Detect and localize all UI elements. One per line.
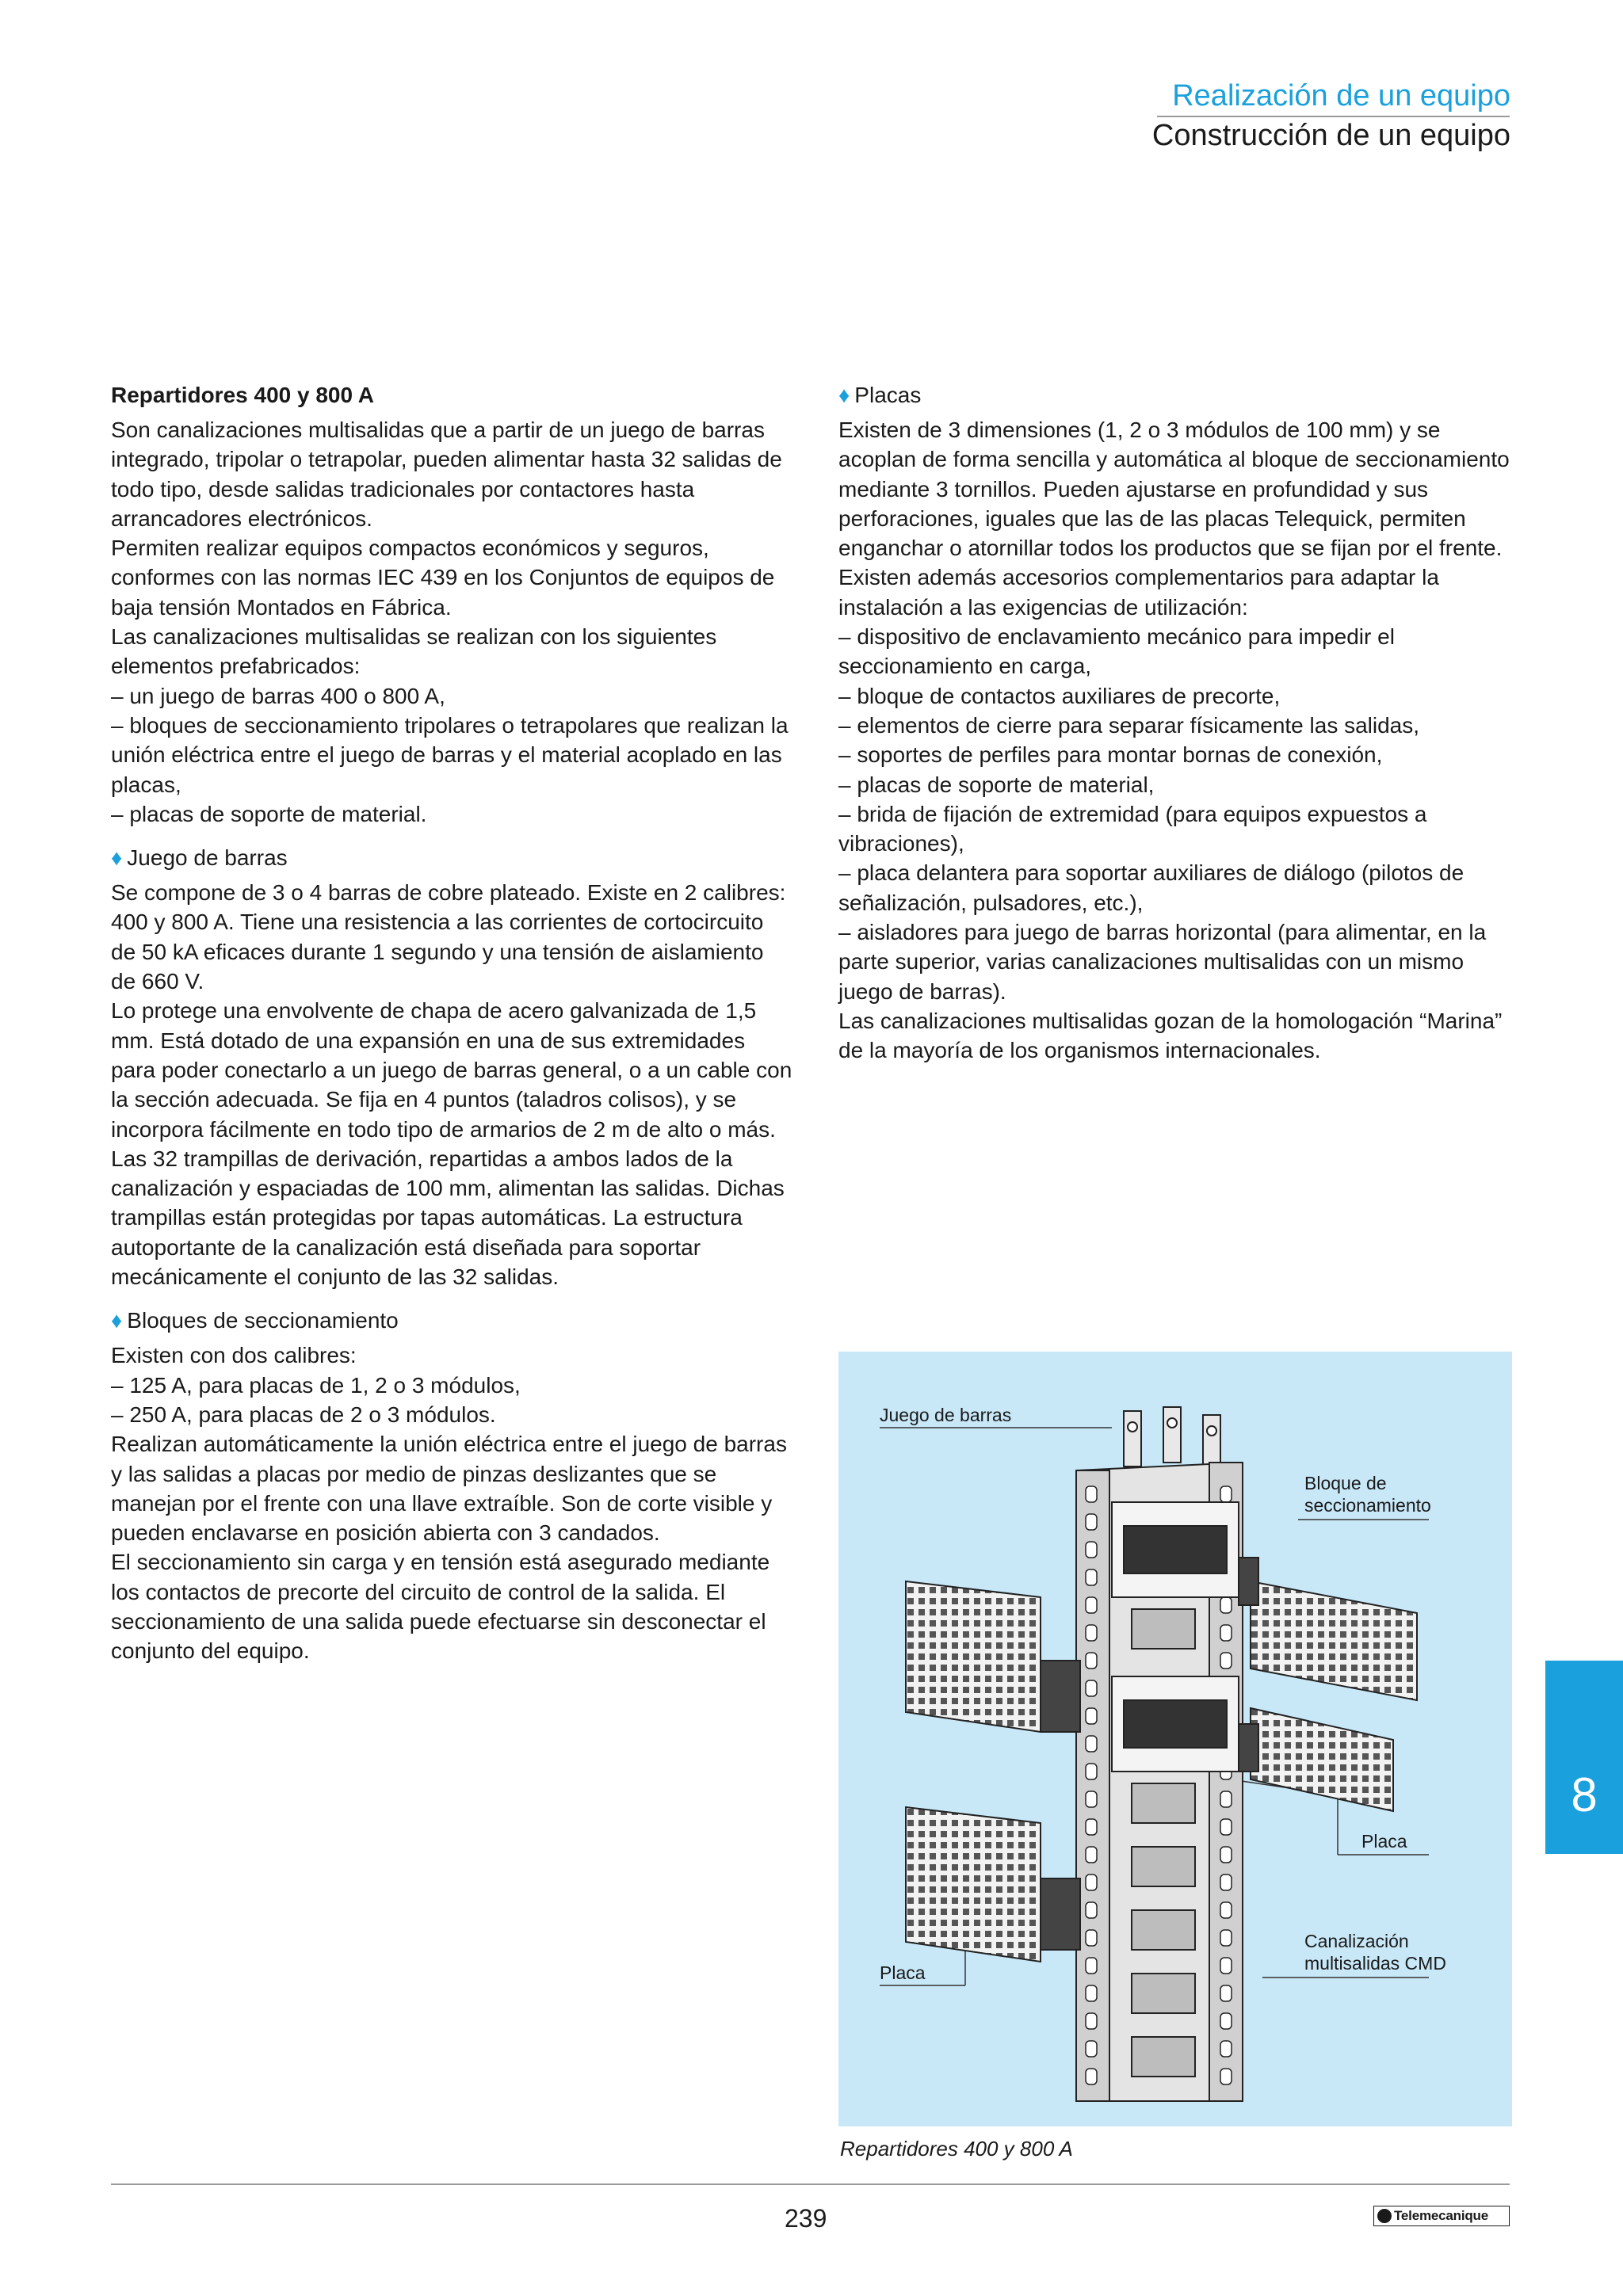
chapter-tab: [1545, 1661, 1623, 1854]
figure-label-juego: Juego de barras: [880, 1405, 1012, 1425]
figure-label-canalizacion: Canalización multisalidas CMD: [1304, 1931, 1446, 1974]
list-item: – placa delantera para soportar auxiliares de diálogo (pilotos de señalización, pulsadores, etc.),: [838, 860, 1465, 915]
section-body-placas: [838, 415, 1512, 1066]
paragraph: Existen de 3 dimensiones (1, 2 o 3 módulos de 100 mm) y se acoplan de forma sencilla y automática al bloque de seccionamiento mediante 3 tornillos. Pueden ajustarse en profundidad y sus perforaciones, iguales que las de las placas Telequick, permiten enganchar o atornillar todos los productos que se fijan por el frente.: [838, 418, 1510, 561]
footer-divider: [111, 2183, 1510, 2185]
brand-logo-icon: [1377, 2209, 1392, 2223]
right-column: [838, 380, 1512, 1066]
list-item: – aisladores para juego de barras horizontal (para alimentar, en la parte superior, varias canalizaciones multisalidas con un mismo juego de barras).: [838, 920, 1487, 1004]
list-item: – bloque de contactos auxiliares de precorte,: [838, 683, 1281, 708]
list-item: – placas de soporte de material.: [111, 801, 427, 826]
brand-name: Telemecanique: [1394, 2208, 1488, 2223]
paragraph: El seccionamiento sin carga y en tensión está asegurado mediante los contactos de precorte del circuito de control de la salida. El seccionamiento de una salida puede efectuarse sin desconectar el conjunto del equipo.: [111, 1550, 770, 1664]
section-heading-bloques: [111, 1306, 792, 1336]
left-column: [111, 380, 792, 1666]
article-title: Repartidores 400 y 800 A: [111, 383, 375, 407]
busbar-illustration: [838, 1352, 1512, 2126]
figure-repartidores: [838, 1352, 1512, 2126]
heading-label: Placas: [854, 383, 922, 407]
paragraph: Existen con dos calibres:: [111, 1343, 357, 1368]
list-item: – brida de fijación de extremidad (para equipos expuestos a vibraciones),: [838, 801, 1427, 856]
list-item: – soportes de perfiles para montar bornas de conexión,: [838, 742, 1383, 768]
list-item: – placas de soporte de material,: [838, 772, 1155, 797]
paragraph: Permiten realizar equipos compactos económicos y seguros, conformes con las normas IEC 439 en los Conjuntos de equipos de baja tensión Montados en Fábrica.: [111, 536, 775, 620]
diamond-bullet-icon: ♦: [111, 1308, 123, 1333]
heading-label: Bloques de seccionamiento: [127, 1308, 399, 1333]
figure-label-bloque: Bloque de seccionamiento: [1304, 1473, 1431, 1516]
section-title: Realización de un equipo: [1172, 79, 1510, 113]
paragraph: Las canalizaciones multisalidas se realizan con los siguientes elementos prefabricados:: [111, 624, 717, 679]
paragraph: Se compone de 3 o 4 barras de cobre plateado. Existe en 2 calibres: 400 y 800 A. Tiene una resistencia a las corrientes de cortocircuito de 50 kA eficaces durante 1 segundo y una tensión de aislamiento de 660 V.: [111, 880, 786, 994]
paragraph: Existen además accesorios complementarios para adaptar la instalación a las exigencias de utilización:: [838, 565, 1439, 620]
figure-label-placa-right: Placa: [1361, 1831, 1407, 1852]
paragraph: Realizan automáticamente la unión eléctrica entre el juego de barras y las salidas a placas por medio de pinzas deslizantes que se manejan por el frente con una llave extraíble. Son de corte visible y pueden enclavarse en posición abierta con 3 candados.: [111, 1432, 787, 1546]
chapter-number: 8: [1571, 1768, 1598, 1821]
figure-caption: Repartidores 400 y 800 A: [840, 2137, 1073, 2161]
intro-text: [111, 415, 792, 829]
section-heading-juego: [111, 843, 792, 873]
figure-label-placa-left: Placa: [880, 1962, 926, 1983]
list-item: – un juego de barras 400 o 800 A,: [111, 683, 445, 708]
paragraph: Son canalizaciones multisalidas que a partir de un juego de barras integrado, tripolar o tetrapolar, pueden alimentar hasta 32 salidas de todo tipo, desde salidas tradicionales por contactores hasta arrancadores electrónicos.: [111, 418, 782, 531]
section-body-bloques: [111, 1341, 792, 1665]
list-item: – 125 A, para placas de 1, 2 o 3 módulos,: [111, 1372, 521, 1398]
heading-label: Juego de barras: [127, 845, 288, 871]
list-item: – 250 A, para placas de 2 o 3 módulos.: [111, 1402, 496, 1427]
list-item: – dispositivo de enclavamiento mecánico para impedir el seccionamiento en carga,: [838, 624, 1395, 679]
brand-logo: [1373, 2206, 1510, 2226]
subsection-title: Construcción de un equipo: [1151, 119, 1510, 152]
diamond-bullet-icon: ♦: [838, 383, 850, 407]
paragraph: Lo protege una envolvente de chapa de acero galvanizada de 1,5 mm. Está dotado de una expansión en una de sus extremidades para poder conectarlo a un juego de barras general, o a un cable con la sección adecuada. Se fija en 4 puntos (taladros colisos), y se incorpora fácilmente en todo tipo de armarios de 2 m de alto o más. Las 32 trampillas de derivación, repartidas a ambos lados de la canalización y espaciadas de 100 mm, alimentan las salidas. Dichas trampillas están protegidas por tapas automáticas. La estructura autoportante de la canalización está diseñada para soportar mecánicamente el conjunto de las 32 salidas.: [111, 998, 792, 1290]
list-item: – elementos de cierre para separar físicamente las salidas,: [838, 712, 1420, 738]
section-heading-placas: [838, 380, 1512, 410]
diamond-bullet-icon: ♦: [111, 845, 123, 871]
paragraph: Las canalizaciones multisalidas gozan de la homologación “Marina” de la mayoría de los organismos internacionales.: [838, 1008, 1503, 1063]
list-item: – bloques de seccionamiento tripolares o tetrapolares que realizan la unión eléctrica entre el juego de barras y el material acoplado en las placas,: [111, 712, 789, 797]
page-number: 239: [785, 2204, 827, 2233]
section-body-juego: [111, 878, 792, 1291]
